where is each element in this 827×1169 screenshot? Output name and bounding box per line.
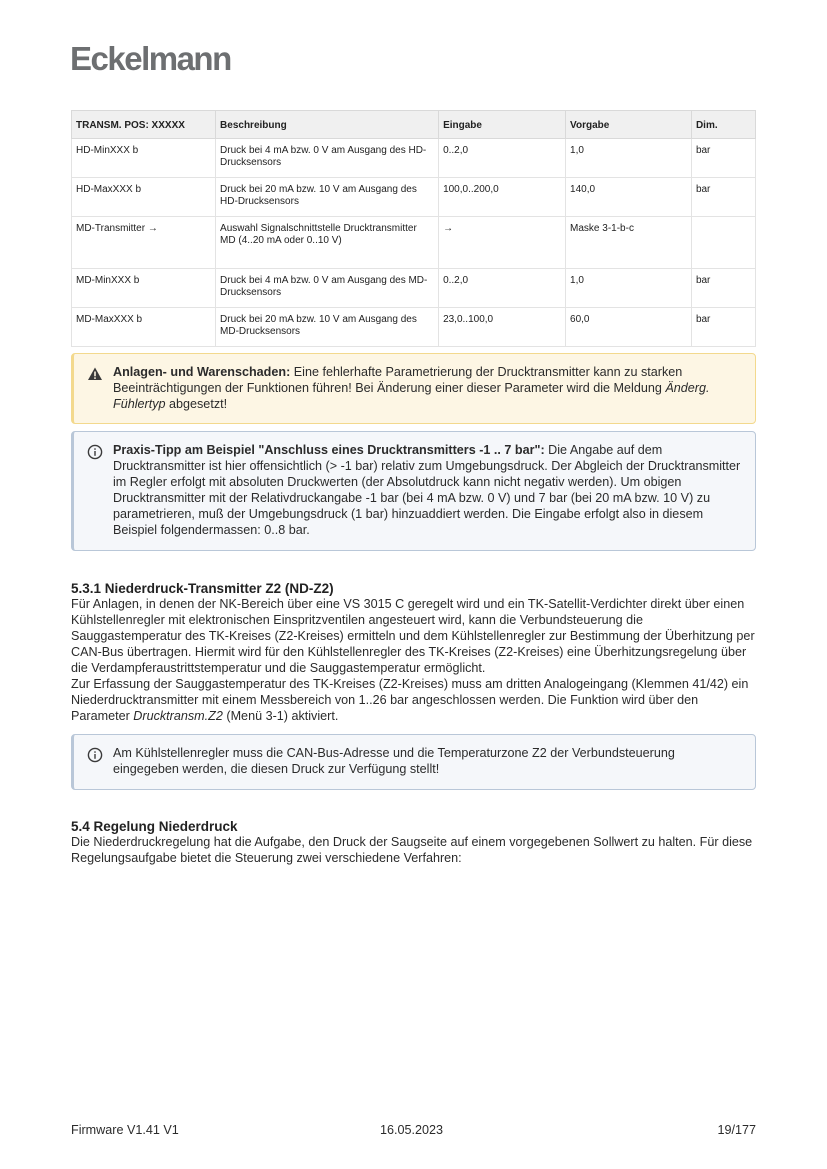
warning-icon bbox=[87, 366, 103, 382]
paragraph bbox=[71, 676, 756, 724]
section-heading-531: 5.3.1 Niederdruck-Transmitter Z2 (ND-Z2) bbox=[71, 581, 334, 596]
table-cell: HD-MinXXX b bbox=[72, 139, 216, 178]
footer-date: 16.05.2023 bbox=[380, 1123, 444, 1137]
column-header: Beschreibung bbox=[216, 111, 439, 139]
table-cell: MD-MinXXX b bbox=[72, 269, 216, 308]
tip-notice-z2 bbox=[71, 734, 756, 790]
table-cell: Auswahl Signalschnittstelle Drucktransmitter MD (4..20 mA oder 0..10 V) bbox=[216, 217, 439, 269]
table-cell: 1,0 bbox=[566, 139, 692, 178]
table-cell: Druck bei 20 mA bzw. 10 V am Ausgang des HD-Drucksensors bbox=[216, 178, 439, 217]
column-header: Dim. bbox=[691, 111, 755, 139]
table-cell: 23,0..100,0 bbox=[439, 308, 566, 347]
table-cell: MD-Transmitter → bbox=[72, 217, 216, 269]
paragraph-text: (Menü 3-1) aktiviert. bbox=[222, 709, 339, 723]
warning-text: Eine fehlerhafte Parametrierung der Drucktransmitter kann zu starken Beeinträchtigungen der Funktionen führen! Bei Änderung einer dieser Parameter wird die Meldung bbox=[113, 365, 683, 395]
tip-text: Am Kühlstellenregler muss die CAN-Bus-Adresse und die Temperaturzone Z2 der Verbundsteuerung eingegeben werden, die diesen Druck zur Verfügung stellt! bbox=[113, 746, 675, 776]
table-cell: 100,0..200,0 bbox=[439, 178, 566, 217]
page-content bbox=[71, 110, 756, 866]
table-cell: bar bbox=[691, 269, 755, 308]
table-row bbox=[72, 139, 756, 178]
warning-text-end: abgesetzt! bbox=[165, 397, 228, 411]
table-cell: MD-MaxXXX b bbox=[72, 308, 216, 347]
table-cell bbox=[691, 217, 755, 269]
tip-title: Praxis-Tipp am Beispiel "Anschluss eines Drucktransmitters -1 .. 7 bar": bbox=[113, 443, 545, 457]
table-cell: Maske 3-1-b-c bbox=[566, 217, 692, 269]
footer-firmware: Firmware V1.41 V1 bbox=[71, 1123, 179, 1137]
table-cell: 0..2,0 bbox=[439, 269, 566, 308]
table-cell: Druck bei 20 mA bzw. 10 V am Ausgang des MD-Drucksensors bbox=[216, 308, 439, 347]
parameter-name: Drucktransm.Z2 bbox=[133, 709, 223, 723]
info-icon bbox=[87, 444, 103, 460]
table-cell: → bbox=[439, 217, 566, 269]
table-row bbox=[72, 217, 756, 269]
column-header: Eingabe bbox=[439, 111, 566, 139]
table-cell: bar bbox=[691, 308, 755, 347]
table-header-row bbox=[72, 111, 756, 139]
table-cell: Druck bei 4 mA bzw. 0 V am Ausgang des HD-Drucksensors bbox=[216, 139, 439, 178]
section-heading-54: 5.4 Regelung Niederdruck bbox=[71, 819, 238, 834]
column-header: Vorgabe bbox=[566, 111, 692, 139]
tip-notice bbox=[71, 431, 756, 551]
info-icon bbox=[87, 747, 103, 763]
column-header: TRANSM. POS: XXXXX bbox=[72, 111, 216, 139]
table-cell: HD-MaxXXX b bbox=[72, 178, 216, 217]
table-cell: Druck bei 4 mA bzw. 0 V am Ausgang des MD-Drucksensors bbox=[216, 269, 439, 308]
footer-page-number: 19/177 bbox=[717, 1123, 756, 1137]
table-cell: 1,0 bbox=[566, 269, 692, 308]
tip-text: Die Angabe auf dem Drucktransmitter ist hier offensichtlich (> -1 bar) relativ zum Umgebungsdruck. Der Abgleich der Drucktransmitter im Regler erfolgt mit absoluten Druckwerten (der Absolutdruck kann nicht negativ werden). Um obigen Drucktransmitter mit der Relativdruckangabe -1 bar (bei 4 mA bzw. 0 V) und 7 bar (bei 20 mA bzw. 10 V) zu parametrieren, muß der Umgebungsdruck (1 bar) hinzuaddiert werden. Die Eingabe erfolgt also in diesem Beispiel folgendermassen: 0..8 bar. bbox=[113, 443, 741, 537]
table-row bbox=[72, 308, 756, 347]
company-logo: Eckelmann bbox=[70, 40, 231, 77]
parameter-table bbox=[71, 110, 756, 347]
paragraph-text: Zur Erfassung der Sauggastemperatur des TK-Kreises (Z2-Kreises) muss am dritten Analogeingang (Klemmen 41/42) ein Niederdrucktransmitter mit einem Messbereich von 1..26 bar angeschlossen werden. Die Funktion wird über den Parameter bbox=[71, 677, 749, 723]
table-cell: bar bbox=[691, 139, 755, 178]
table-row bbox=[72, 269, 756, 308]
table-cell: 60,0 bbox=[566, 308, 692, 347]
table-cell: bar bbox=[691, 178, 755, 217]
warning-emphasis: Änderg. Fühlertyp bbox=[113, 381, 710, 411]
warning-title: Anlagen- und Warenschaden: bbox=[113, 365, 291, 379]
warning-notice bbox=[71, 353, 756, 424]
paragraph: Die Niederdruckregelung hat die Aufgabe, den Druck der Saugseite auf einem vorgegebenen Sollwert zu halten. Für diese Regelungsaufgabe bietet die Steuerung zwei verschiedene Verfahren: bbox=[71, 835, 753, 865]
table-row bbox=[72, 178, 756, 217]
table-cell: 140,0 bbox=[566, 178, 692, 217]
table-cell: 0..2,0 bbox=[439, 139, 566, 178]
paragraph: Für Anlagen, in denen der NK-Bereich über eine VS 3015 C geregelt wird und ein TK-Satellit-Verdichter direkt über einen Kühlstellenregler mit elektronischen Einspritzventilen angesteuert wird, kann die Verbundsteuerung die Sauggastemperatur des TK-Kreises (Z2-Kreises) ermitteln und dem Kühlstellenregler zur Bestimmung der Überhitzung per CAN-Bus übertragen. Hiermit wird für den Kühlstellenregler des TK-Kreises (Z2-Kreises) eine Überhitzungsregelung über die Verdampferaustrittstemperatur und die Sauggastemperatur ermöglicht. bbox=[71, 597, 755, 675]
